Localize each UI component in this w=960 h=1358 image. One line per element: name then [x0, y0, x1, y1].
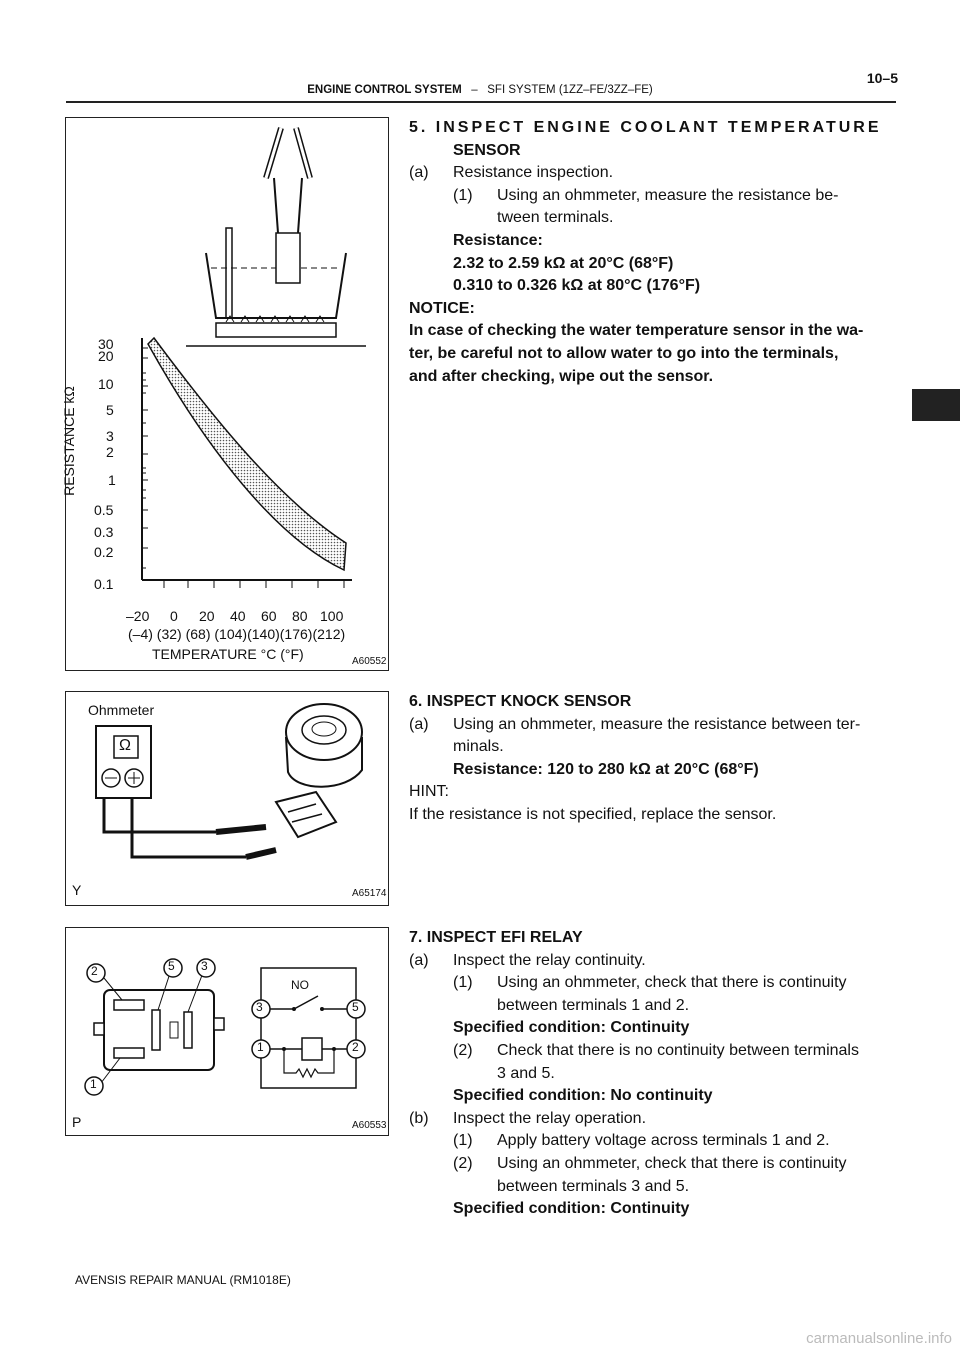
- x-tick-c-80: 80: [292, 608, 308, 624]
- resistance-spec-1: 2.32 to 2.59 kΩ at 20°C (68°F): [453, 254, 674, 272]
- notice-line: ter, be careful not to allow water to go into the terminals,: [409, 344, 839, 362]
- x-tick-f: (212): [312, 626, 346, 642]
- resistance-spec-2: 0.310 to 0.326 kΩ at 80°C (176°F): [453, 277, 701, 295]
- x-tick-c-neg20: –20: [126, 608, 150, 624]
- step-label: (a): [409, 715, 429, 733]
- figure-code: A60553: [352, 1120, 387, 1131]
- x-tick-f: (32): [156, 626, 182, 642]
- step-label: (a): [409, 164, 429, 182]
- header-subsection: SFI SYSTEM (1ZZ–FE/3ZZ–FE): [487, 84, 653, 96]
- hint-text: If the resistance is not specified, replace the sensor.: [409, 805, 777, 823]
- x-tick-f: (176): [279, 626, 313, 642]
- substep-text-cont: between terminals 3 and 5.: [497, 1177, 690, 1195]
- notice-line: and after checking, wipe out the sensor.: [409, 367, 714, 385]
- section-6-title: 6. INSPECT KNOCK SENSOR: [409, 693, 632, 710]
- y-tick-3: 3: [106, 428, 114, 444]
- x-tick-f-row: [128, 626, 345, 642]
- page-number: 10–5: [866, 70, 898, 86]
- step-label: (a): [409, 951, 429, 969]
- schematic-terminal-1: 1: [257, 1040, 264, 1054]
- header-separator: –: [471, 84, 478, 96]
- figure-efi-relay: [65, 927, 389, 1136]
- x-tick-c-0: 0: [170, 608, 178, 624]
- ohmmeter-label: Ohmmeter: [88, 702, 155, 718]
- section-5-title-cont: SENSOR: [453, 141, 521, 159]
- x-axis-label: TEMPERATURE °C (°F): [152, 646, 304, 662]
- substep-label: (2): [453, 1041, 473, 1059]
- section-7: [409, 927, 896, 1221]
- x-tick-c-100: 100: [320, 608, 344, 624]
- substep-text: Check that there is no continuity between terminals: [497, 1041, 859, 1059]
- footer: AVENSIS REPAIR MANUAL (RM1018E): [75, 1273, 291, 1287]
- y-tick-0.1: 0.1: [94, 576, 114, 592]
- y-tick-5: 5: [106, 402, 114, 418]
- schematic-terminal-3: 3: [256, 1000, 263, 1014]
- y-tick-2: 2: [106, 444, 114, 460]
- hint-label: HINT:: [409, 783, 449, 801]
- x-tick-c-60: 60: [261, 608, 277, 624]
- substep-label: (2): [453, 1154, 473, 1172]
- substep-text: Using an ohmmeter, measure the resistance be-: [497, 186, 839, 204]
- x-tick-f: (–4): [128, 626, 153, 642]
- step-text: Using an ohmmeter, measure the resistance between ter-: [453, 715, 861, 733]
- running-header: [0, 84, 960, 96]
- x-tick-f: (68): [185, 626, 211, 642]
- ohm-symbol: Ω: [119, 737, 131, 754]
- y-tick-0.2: 0.2: [94, 544, 114, 560]
- schematic-terminal-5: 5: [352, 1000, 359, 1014]
- terminal-3-callout: 3: [201, 959, 208, 973]
- resistance-label: Resistance:: [453, 231, 543, 249]
- substep-text-cont: 3 and 5.: [497, 1064, 555, 1082]
- no-contact-label: NO: [291, 978, 309, 992]
- x-tick-c-40: 40: [230, 608, 246, 624]
- notice-line: In case of checking the water temperature sensor in the wa-: [409, 322, 864, 340]
- figure-corner-mark: P: [72, 1114, 82, 1130]
- specified-condition: Specified condition: Continuity: [453, 1019, 690, 1037]
- y-axis-label: RESISTANCE kΩ: [60, 386, 77, 496]
- x-tick-c-20: 20: [199, 608, 215, 624]
- efi-relay-illustration: [66, 928, 388, 1135]
- figure-corner-mark: Y: [72, 882, 82, 898]
- substep-text-cont: between terminals 1 and 2.: [497, 996, 690, 1014]
- y-tick-30: 30: [98, 336, 114, 352]
- x-tick-f: (140): [247, 626, 280, 642]
- terminal-1-callout: 1: [90, 1077, 97, 1091]
- terminal-2-callout: 2: [91, 964, 98, 978]
- y-tick-1: 1: [108, 472, 116, 488]
- step-text-cont: minals.: [453, 738, 504, 756]
- watermark[interactable]: carmanualsonline.info: [806, 1330, 952, 1347]
- resistance-spec: Resistance: 120 to 280 kΩ at 20°C (68°F): [453, 760, 759, 778]
- specified-condition: Specified condition: Continuity: [453, 1200, 690, 1218]
- section-tab: [912, 389, 960, 421]
- substep-label: (1): [453, 1132, 473, 1150]
- section-5-title: 5. INSPECT ENGINE COOLANT TEMPERATURE: [409, 119, 882, 136]
- y-tick-10: 10: [98, 376, 114, 392]
- substep-text: Using an ohmmeter, check that there is continuity: [497, 1154, 847, 1172]
- substep-label: (1): [453, 974, 473, 992]
- substep-text: Apply battery voltage across terminals 1 and 2.: [497, 1132, 830, 1150]
- figure-code: A65174: [352, 888, 387, 899]
- figure-coolant-sensor: [60, 117, 389, 671]
- y-tick-0.5: 0.5: [94, 502, 114, 518]
- coolant-sensor-illustration: [66, 118, 388, 670]
- substep-label: (1): [453, 186, 473, 204]
- specified-condition: Specified condition: No continuity: [453, 1087, 713, 1105]
- step-text: Resistance inspection.: [453, 164, 614, 182]
- section-7-title: 7. INSPECT EFI RELAY: [409, 929, 583, 946]
- step-text: Inspect the relay operation.: [453, 1109, 647, 1127]
- header-rule: [66, 101, 896, 103]
- section-6: [409, 691, 896, 827]
- y-tick-0.3: 0.3: [94, 524, 114, 540]
- section-5: [409, 117, 896, 388]
- header-section: ENGINE CONTROL SYSTEM: [307, 84, 462, 96]
- notice-label: NOTICE:: [409, 299, 475, 317]
- schematic-terminal-2: 2: [352, 1040, 359, 1054]
- terminal-5-callout: 5: [168, 959, 175, 973]
- substep-text: Using an ohmmeter, check that there is continuity: [497, 974, 847, 992]
- figure-knock-sensor: [65, 691, 389, 906]
- figure-code: A60552: [352, 656, 387, 667]
- step-label: (b): [409, 1109, 429, 1127]
- y-tick-20: 20: [98, 348, 114, 364]
- step-text: Inspect the relay continuity.: [453, 951, 646, 969]
- substep-text-cont: tween terminals.: [497, 209, 614, 227]
- x-tick-f: (104): [214, 626, 248, 642]
- knock-sensor-illustration: [66, 692, 388, 905]
